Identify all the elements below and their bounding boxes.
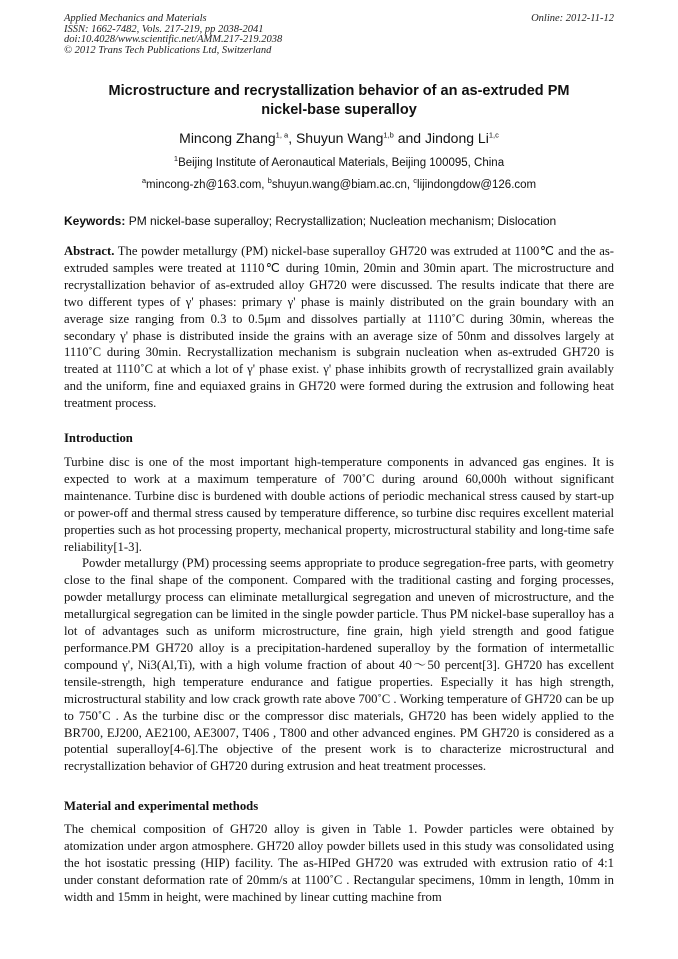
author-3-sup: 1,c — [488, 130, 499, 140]
methods-paragraph: The chemical composition of GH720 alloy is given in Table 1. Powder particles were obtained by atomization under argon atmosphere. GH720 alloy powder billets used in this study was consolidated using the hot isostatic pressing (HIP) facility. The as-HIPed GH720 was extruded with extrusion ratio of 4:1 under constant deformation rate of 20mm/s at 1100˚C . Rectangular specimens, 10mm in length, 10mm in width and 15mm in height, were machined by linear cutting machine from — [64, 822, 614, 904]
affiliation-sup: 1 — [173, 154, 179, 164]
email-b-sup: b — [267, 176, 272, 186]
journal-issn: ISSN: 1662-7482, Vols. 217-219, pp 2038-2041 — [64, 23, 264, 35]
email-a-sup: a — [141, 176, 147, 186]
keywords-text: PM nickel-base superalloy; Recrystallization; Nucleation mechanism; Dislocation — [125, 214, 557, 228]
author-3: Jindong Li — [424, 130, 489, 146]
section-heading-introduction: Introduction — [64, 431, 133, 445]
paper-title — [64, 82, 614, 120]
journal-copyright: © 2012 Trans Tech Publications Ltd, Switzerland — [64, 44, 272, 56]
title-line-1: Microstructure and recrystallization behavior of an as-extruded PM — [108, 83, 570, 99]
journal-doi[interactable]: doi:10.4028/www.scientific.net/AMM.217-219.2038 — [64, 34, 283, 45]
online-date: Online: 2012-11-12 — [531, 13, 614, 24]
affiliation-text: Beijing Institute of Aeronautical Materials, Beijing 100095, China — [178, 157, 505, 169]
title-line-2: nickel-base superalloy — [261, 102, 417, 118]
keywords-label: Keywords: — [64, 214, 126, 228]
abstract — [64, 243, 614, 412]
author-separator: , — [288, 130, 296, 146]
keywords — [64, 214, 614, 229]
author-2: Shuyun Wang — [295, 130, 384, 146]
email-b[interactable]: shuyun.wang@biam.ac.cn, — [271, 179, 414, 191]
paragraph: Powder metallurgy (PM) processing seems appropriate to produce segregation-free parts, with geometry close to the final shape of the component. Compared with the traditional casting and forging processes, powder metallurgy process can eliminate metallurgical segregation and uneven of microstructure, and the metallurgical segregation can be limited in the single powder particle. Thus PM nickel-base superalloy has a lot of advantages such as uniform microstructure, fine grain, high yield strength and good fatigue performance.PM GH720 alloy is a precipitation-hardened superalloy by the formation of intermetallic compound γ', Ni3(Al,Ti), with a high volume fraction of about 40～50 percent[3]. GH720 has excellent tensile-strength, high temperature endurance and fatigue properties. Especially it has high strength, microstructural stability and low crack growth rate above 700˚C . Working temperature of GH720 can be up to 750˚C . As the turbine disc or the compressor disc materials, GH720 has been widely applied to the BR700, EJ200, AE2100, AE3007, T406 , T800 and other advanced engines. PM GH720 is considered as a potential superalloy[4-6].The objective of the present work is to characterize microstructural and recrystallization behavior of GH720 during extrusion and heat treatment processes. — [64, 556, 614, 774]
email-c[interactable]: lijindongdow@126.com — [417, 179, 537, 191]
journal-header — [64, 14, 614, 56]
author-emails — [64, 178, 614, 193]
introduction-body — [64, 454, 614, 775]
journal-name: Applied Mechanics and Materials — [64, 13, 207, 24]
author-1: Mincong Zhang — [179, 130, 276, 146]
author-1-sup: 1, a — [275, 130, 289, 140]
author-separator: and — [393, 130, 425, 146]
abstract-label: Abstract. — [64, 244, 115, 258]
section-heading-methods: Material and experimental methods — [64, 799, 259, 813]
paragraph: Turbine disc is one of the most important high-temperature components in advanced gas engines. It is expected to work at a maximum temperature of 700˚C during around 60,000h without significant maintenance. Turbine disc is burdened with double actions of periodic mechanical stress caused by start-up or power-off and thermal stress caused by temperature difference, so turbine disc requires excellent material properties such as hot processing property, mechanical property, microstructural stability and long-time safe reliability[1-3]. — [64, 455, 614, 554]
abstract-text: The powder metallurgy (PM) nickel-base superalloy GH720 was extruded at 1100℃ and the as-extruded samples were treated at 1110℃ during 10min, 20min and 30min apart. The microstructure and recrystallization behavior of as-extruded alloy GH720 were discussed. The results indicate that there are two different types of γ' phases: primary γ' phase is mainly distributed on the grain boundary with an average size ranging from 0.3 to 0.5μm and dissolves partially at 1110˚C during 30min, whereas the secondary γ' phase is distributed inside the grains with an average size of 50nm and dissolves largely at 1110˚C during 30min. Recrystallization mechanism is subgrain nucleation when as-extruded GH720 is treated at 1110˚C at which a lot of γ' phase exist. γ' phase inhibits growth of recrystallized grain availably and the uniform, fine and equiaxed grains in GH720 were formed during the extrusion and following heat treatment process. — [64, 244, 614, 411]
affiliation — [64, 156, 614, 171]
author-2-sup: 1,b — [383, 130, 394, 140]
author-list — [64, 129, 614, 147]
email-a[interactable]: mincong-zh@163.com, — [146, 179, 268, 191]
email-c-sup: c — [413, 176, 418, 186]
